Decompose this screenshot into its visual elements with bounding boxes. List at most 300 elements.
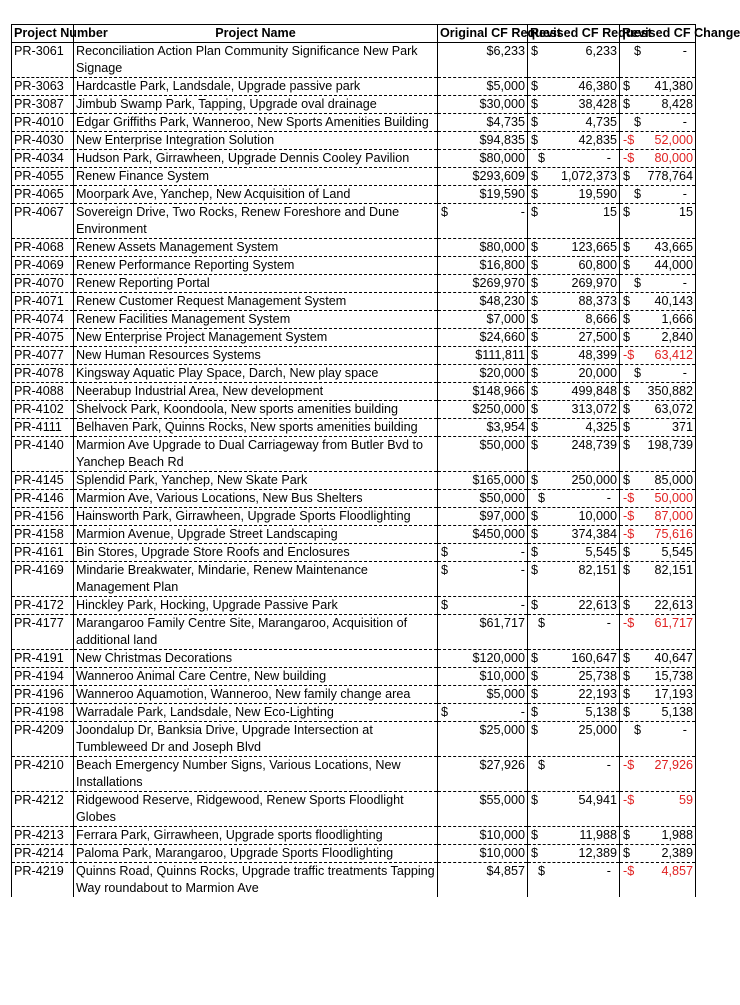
change-value — [622, 686, 693, 703]
change-value — [622, 293, 693, 310]
amount: 43,665 — [654, 239, 693, 254]
revised-cf-request — [528, 649, 620, 667]
change-value — [622, 401, 693, 418]
project-number: PR-4212 — [12, 791, 74, 826]
currency-symbol: -$ — [623, 863, 635, 878]
amount: 82,151 — [654, 562, 693, 577]
currency-symbol: $ — [531, 275, 539, 290]
revised-cf-value — [530, 722, 617, 739]
revised-cf-change — [620, 418, 696, 436]
revised-cf-change — [620, 346, 696, 364]
project-number: PR-4078 — [12, 364, 74, 382]
project-number: PR-4077 — [12, 346, 74, 364]
table-row — [12, 382, 696, 400]
revised-cf-request — [528, 721, 620, 756]
currency-symbol: $ — [623, 96, 631, 111]
project-name: Hinckley Park, Hocking, Upgrade Passive Park — [74, 596, 438, 614]
currency-symbol: $ — [531, 419, 539, 434]
revised-cf-change — [620, 113, 696, 131]
change-value — [622, 114, 693, 131]
revised-cf-change — [620, 791, 696, 826]
currency-symbol: $ — [623, 419, 631, 434]
project-name: New Enterprise Integration Solution — [74, 131, 438, 149]
project-number: PR-4034 — [12, 149, 74, 167]
project-number: PR-4069 — [12, 256, 74, 274]
original-cf-request: $55,000 — [438, 791, 528, 826]
currency-symbol: $ — [623, 78, 631, 93]
project-name: Splendid Park, Yanchep, New Skate Park — [74, 471, 438, 489]
revised-cf-request — [528, 667, 620, 685]
original-cf-value — [440, 562, 525, 579]
currency-symbol: $ — [531, 597, 539, 612]
currency-symbol: -$ — [623, 792, 635, 807]
amount: 374,384 — [571, 526, 617, 541]
project-name: Bin Stores, Upgrade Store Roofs and Enclosures — [74, 543, 438, 561]
currency-symbol: $ — [441, 204, 449, 219]
amount: 20,000 — [578, 365, 617, 380]
change-value — [622, 544, 693, 561]
project-number: PR-4219 — [12, 862, 74, 897]
change-value — [622, 311, 693, 328]
currency-symbol: $ — [531, 472, 539, 487]
amount: 11,988 — [579, 827, 617, 842]
revised-cf-request — [528, 418, 620, 436]
amount: 15 — [678, 204, 693, 219]
currency-symbol: -$ — [623, 508, 635, 523]
project-number: PR-4146 — [12, 489, 74, 507]
revised-cf-change — [620, 167, 696, 185]
project-name: Marangaroo Family Centre Site, Marangaroo, Acquisition of additional land — [74, 614, 438, 649]
table-row — [12, 667, 696, 685]
change-value — [622, 168, 693, 185]
revised-cf-change — [620, 292, 696, 310]
table-row — [12, 346, 696, 364]
original-cf-request: $25,000 — [438, 721, 528, 756]
amount: 198,739 — [647, 437, 693, 452]
project-number: PR-4209 — [12, 721, 74, 756]
amount: 4,857 — [661, 863, 693, 878]
amount: 22,193 — [578, 686, 617, 701]
revised-cf-value — [530, 437, 617, 454]
amount: 1,072,373 — [560, 168, 617, 183]
amount: 88,373 — [578, 293, 617, 308]
amount: 269,970 — [571, 275, 617, 290]
currency-symbol: $ — [623, 650, 631, 665]
header-project-name: Project Name — [74, 25, 438, 43]
currency-symbol: $ — [538, 490, 546, 505]
revised-cf-value — [530, 845, 617, 862]
amount: - — [520, 704, 525, 719]
revised-cf-change — [620, 667, 696, 685]
project-name: Renew Finance System — [74, 167, 438, 185]
change-value — [622, 239, 693, 256]
project-number: PR-4213 — [12, 826, 74, 844]
amount: 499,848 — [571, 383, 617, 398]
table-row — [12, 113, 696, 131]
amount: 6,233 — [585, 43, 617, 58]
amount: 60,800 — [578, 257, 617, 272]
revised-cf-value — [530, 150, 617, 167]
revised-cf-change — [620, 77, 696, 95]
currency-symbol: $ — [538, 757, 546, 772]
project-name: Renew Reporting Portal — [74, 274, 438, 292]
amount: 25,738 — [578, 668, 617, 683]
revised-cf-request — [528, 525, 620, 543]
amount: 40,143 — [654, 293, 693, 308]
project-name: Renew Performance Reporting System — [74, 256, 438, 274]
project-number: PR-4030 — [12, 131, 74, 149]
amount: 5,545 — [585, 544, 617, 559]
project-name: Edgar Griffiths Park, Wanneroo, New Sports Amenities Building — [74, 113, 438, 131]
revised-cf-value — [530, 257, 617, 274]
revised-cf-request — [528, 756, 620, 791]
original-cf-request: $19,590 — [438, 185, 528, 203]
project-name: Joondalup Dr, Banksia Drive, Upgrade Intersection at Tumbleweed Dr and Joseph Blvd — [74, 721, 438, 756]
currency-symbol: $ — [531, 526, 539, 541]
original-cf-request: $10,000 — [438, 844, 528, 862]
amount: 10,000 — [578, 508, 617, 523]
project-name: Ridgewood Reserve, Ridgewood, Renew Sports Floodlight Globes — [74, 791, 438, 826]
table-row — [12, 364, 696, 382]
original-cf-request: $165,000 — [438, 471, 528, 489]
revised-cf-value — [530, 383, 617, 400]
currency-symbol: $ — [531, 347, 539, 362]
currency-symbol: -$ — [623, 150, 635, 165]
amount: 8,666 — [585, 311, 617, 326]
project-number: PR-3087 — [12, 95, 74, 113]
table-row — [12, 614, 696, 649]
project-name: Renew Facilities Management System — [74, 310, 438, 328]
table-row — [12, 149, 696, 167]
original-cf-request: $50,000 — [438, 436, 528, 471]
change-value — [622, 650, 693, 667]
table-row — [12, 507, 696, 525]
revised-cf-value — [530, 562, 617, 579]
change-value — [622, 383, 693, 400]
revised-cf-change — [620, 203, 696, 238]
amount: - — [682, 186, 687, 201]
revised-cf-value — [530, 43, 617, 60]
change-value — [622, 668, 693, 685]
revised-cf-value — [530, 597, 617, 614]
original-cf-request: $80,000 — [438, 149, 528, 167]
revised-cf-change — [620, 862, 696, 897]
currency-symbol: $ — [634, 722, 642, 737]
project-name: Mindarie Breakwater, Mindarie, Renew Maintenance Management Plan — [74, 561, 438, 596]
project-name: Sovereign Drive, Two Rocks, Renew Foreshore and Dune Environment — [74, 203, 438, 238]
revised-cf-request — [528, 203, 620, 238]
table-row — [12, 203, 696, 238]
currency-symbol: $ — [623, 204, 631, 219]
project-name: Kingsway Aquatic Play Space, Darch, New play space — [74, 364, 438, 382]
project-name: Moorpark Ave, Yanchep, New Acquisition of Land — [74, 185, 438, 203]
original-cf-request: $16,800 — [438, 256, 528, 274]
currency-symbol: -$ — [623, 132, 635, 147]
table-row — [12, 596, 696, 614]
revised-cf-change — [620, 685, 696, 703]
amount: 52,000 — [654, 132, 693, 147]
amount: - — [520, 204, 525, 219]
revised-cf-request — [528, 42, 620, 77]
project-name: Quinns Road, Quinns Rocks, Upgrade traffic treatments Tapping Way roundabout to Marmion Ave — [74, 862, 438, 897]
revised-cf-change — [620, 614, 696, 649]
table-row — [12, 436, 696, 471]
original-cf-request: $293,609 — [438, 167, 528, 185]
project-number: PR-4111 — [12, 418, 74, 436]
revised-cf-value — [530, 704, 617, 721]
amount: - — [606, 150, 611, 165]
change-value — [622, 526, 693, 543]
amount: 22,613 — [654, 597, 693, 612]
revised-cf-request — [528, 113, 620, 131]
amount: 41,380 — [654, 78, 693, 93]
header-revised-change: Revised CF Change — [620, 25, 696, 43]
revised-cf-request — [528, 167, 620, 185]
original-cf-request: $120,000 — [438, 649, 528, 667]
project-number: PR-4210 — [12, 756, 74, 791]
revised-cf-value — [530, 544, 617, 561]
revised-cf-request — [528, 862, 620, 897]
project-name: Paloma Park, Marangaroo, Upgrade Sports Floodlighting — [74, 844, 438, 862]
revised-cf-value — [530, 311, 617, 328]
change-value — [622, 597, 693, 614]
currency-symbol: $ — [531, 508, 539, 523]
revised-cf-change — [620, 328, 696, 346]
amount: - — [520, 562, 525, 577]
table-row — [12, 131, 696, 149]
original-cf-request: $4,735 — [438, 113, 528, 131]
original-cf-request — [438, 703, 528, 721]
change-value — [622, 863, 693, 880]
table-row — [12, 292, 696, 310]
currency-symbol: $ — [538, 863, 546, 878]
revised-cf-change — [620, 844, 696, 862]
revised-cf-value — [530, 168, 617, 185]
currency-symbol: $ — [531, 293, 539, 308]
currency-symbol: $ — [441, 597, 449, 612]
currency-symbol: $ — [531, 168, 539, 183]
revised-cf-value — [530, 668, 617, 685]
change-value — [622, 365, 693, 382]
original-cf-request: $50,000 — [438, 489, 528, 507]
revised-cf-request — [528, 543, 620, 561]
currency-symbol: $ — [531, 650, 539, 665]
amount: - — [682, 114, 687, 129]
original-cf-request: $7,000 — [438, 310, 528, 328]
currency-symbol: $ — [531, 401, 539, 416]
currency-symbol: $ — [538, 615, 546, 630]
original-cf-request: $111,811 — [438, 346, 528, 364]
revised-cf-value — [530, 650, 617, 667]
project-name: Neerabup Industrial Area, New development — [74, 382, 438, 400]
revised-cf-request — [528, 346, 620, 364]
amount: 75,616 — [654, 526, 693, 541]
project-number: PR-4161 — [12, 543, 74, 561]
original-cf-value — [440, 204, 525, 221]
revised-cf-change — [620, 489, 696, 507]
revised-cf-change — [620, 400, 696, 418]
header-project-number: Project Number — [12, 25, 74, 43]
revised-cf-change — [620, 543, 696, 561]
change-value — [622, 562, 693, 579]
project-name: Reconciliation Action Plan Community Significance New Park Signage — [74, 42, 438, 77]
revised-cf-value — [530, 239, 617, 256]
amount: - — [682, 365, 687, 380]
original-cf-value — [440, 597, 525, 614]
revised-cf-value — [530, 401, 617, 418]
revised-cf-request — [528, 596, 620, 614]
amount: 160,647 — [571, 650, 617, 665]
amount: 80,000 — [654, 150, 693, 165]
revised-cf-value — [530, 615, 617, 632]
amount: - — [682, 722, 687, 737]
original-cf-request — [438, 543, 528, 561]
cf-request-table — [11, 24, 740, 897]
currency-symbol: $ — [531, 78, 539, 93]
revised-cf-change — [620, 131, 696, 149]
project-number: PR-3061 — [12, 42, 74, 77]
revised-cf-request — [528, 791, 620, 826]
amount: 63,412 — [654, 347, 693, 362]
revised-cf-change — [620, 185, 696, 203]
revised-cf-value — [530, 526, 617, 543]
currency-symbol: $ — [531, 204, 539, 219]
revised-cf-request — [528, 436, 620, 471]
revised-cf-request — [528, 95, 620, 113]
currency-symbol: $ — [623, 686, 631, 701]
change-value — [622, 792, 693, 809]
currency-symbol: $ — [531, 114, 539, 129]
project-name: New Enterprise Project Management System — [74, 328, 438, 346]
project-number: PR-4088 — [12, 382, 74, 400]
project-number: PR-4172 — [12, 596, 74, 614]
revised-cf-request — [528, 185, 620, 203]
project-name: Belhaven Park, Quinns Rocks, New sports amenities building — [74, 418, 438, 436]
revised-cf-request — [528, 292, 620, 310]
table-row — [12, 400, 696, 418]
original-cf-request: $5,000 — [438, 685, 528, 703]
project-number: PR-4156 — [12, 507, 74, 525]
table-row — [12, 328, 696, 346]
currency-symbol: $ — [531, 827, 539, 842]
revised-cf-change — [620, 703, 696, 721]
project-number: PR-4194 — [12, 667, 74, 685]
project-number: PR-4145 — [12, 471, 74, 489]
revised-cf-value — [530, 863, 617, 880]
amount: 50,000 — [654, 490, 693, 505]
original-cf-request — [438, 596, 528, 614]
project-number: PR-4075 — [12, 328, 74, 346]
project-name: Wanneroo Aquamotion, Wanneroo, New family change area — [74, 685, 438, 703]
table-row — [12, 721, 696, 756]
change-value — [622, 329, 693, 346]
currency-symbol: $ — [623, 827, 631, 842]
revised-cf-value — [530, 204, 617, 221]
table-row — [12, 543, 696, 561]
original-cf-request: $48,230 — [438, 292, 528, 310]
original-cf-request: $30,000 — [438, 95, 528, 113]
revised-cf-request — [528, 844, 620, 862]
project-name: Marmion Ave, Various Locations, New Bus Shelters — [74, 489, 438, 507]
amount: 25,000 — [578, 722, 617, 737]
original-cf-request: $5,000 — [438, 77, 528, 95]
revised-cf-request — [528, 274, 620, 292]
project-name: Marmion Ave Upgrade to Dual Carriageway from Butler Bvd to Yanchep Beach Rd — [74, 436, 438, 471]
amount: - — [606, 615, 611, 630]
amount: 2,840 — [661, 329, 693, 344]
project-number: PR-3063 — [12, 77, 74, 95]
project-number: PR-4055 — [12, 167, 74, 185]
currency-symbol: $ — [531, 845, 539, 860]
change-value — [622, 615, 693, 632]
change-value — [622, 845, 693, 862]
project-name: Marmion Avenue, Upgrade Street Landscaping — [74, 525, 438, 543]
change-value — [622, 722, 693, 739]
currency-symbol: $ — [531, 686, 539, 701]
amount: 248,739 — [571, 437, 617, 452]
currency-symbol: -$ — [623, 490, 635, 505]
table-row — [12, 310, 696, 328]
revised-cf-request — [528, 614, 620, 649]
currency-symbol: $ — [531, 365, 539, 380]
amount: 61,717 — [654, 615, 693, 630]
change-value — [622, 43, 693, 60]
amount: 1,988 — [661, 827, 693, 842]
project-name: Shelvock Park, Koondoola, New sports amenities building — [74, 400, 438, 418]
project-name: Ferrara Park, Girrawheen, Upgrade sports floodlighting — [74, 826, 438, 844]
amount: 40,647 — [654, 650, 693, 665]
amount: - — [606, 863, 611, 878]
amount: 42,835 — [578, 132, 617, 147]
original-cf-request: $10,000 — [438, 826, 528, 844]
currency-symbol: $ — [531, 704, 539, 719]
table-row — [12, 42, 696, 77]
amount: 63,072 — [654, 401, 693, 416]
currency-symbol: $ — [634, 43, 642, 58]
change-value — [622, 419, 693, 436]
project-name: New Human Resources Systems — [74, 346, 438, 364]
project-number: PR-4198 — [12, 703, 74, 721]
original-cf-request: $20,000 — [438, 364, 528, 382]
amount: 5,545 — [661, 544, 693, 559]
table-row — [12, 525, 696, 543]
currency-symbol: $ — [623, 845, 631, 860]
revised-cf-change — [620, 274, 696, 292]
currency-symbol: $ — [623, 668, 631, 683]
amount: - — [520, 597, 525, 612]
change-value — [622, 757, 693, 774]
currency-symbol: $ — [634, 186, 642, 201]
revised-cf-value — [530, 472, 617, 489]
currency-symbol: $ — [623, 472, 631, 487]
amount: 27,926 — [654, 757, 693, 772]
amount: 350,882 — [647, 383, 693, 398]
original-cf-request — [438, 561, 528, 596]
currency-symbol: $ — [623, 239, 631, 254]
revised-cf-value — [530, 686, 617, 703]
amount: - — [682, 43, 687, 58]
currency-symbol: $ — [623, 311, 631, 326]
revised-cf-change — [620, 42, 696, 77]
amount: 38,428 — [578, 96, 617, 111]
change-value — [622, 204, 693, 221]
revised-cf-value — [530, 275, 617, 292]
project-number: PR-4140 — [12, 436, 74, 471]
revised-cf-value — [530, 78, 617, 95]
original-cf-request: $94,835 — [438, 131, 528, 149]
revised-cf-request — [528, 703, 620, 721]
currency-symbol: -$ — [623, 347, 635, 362]
